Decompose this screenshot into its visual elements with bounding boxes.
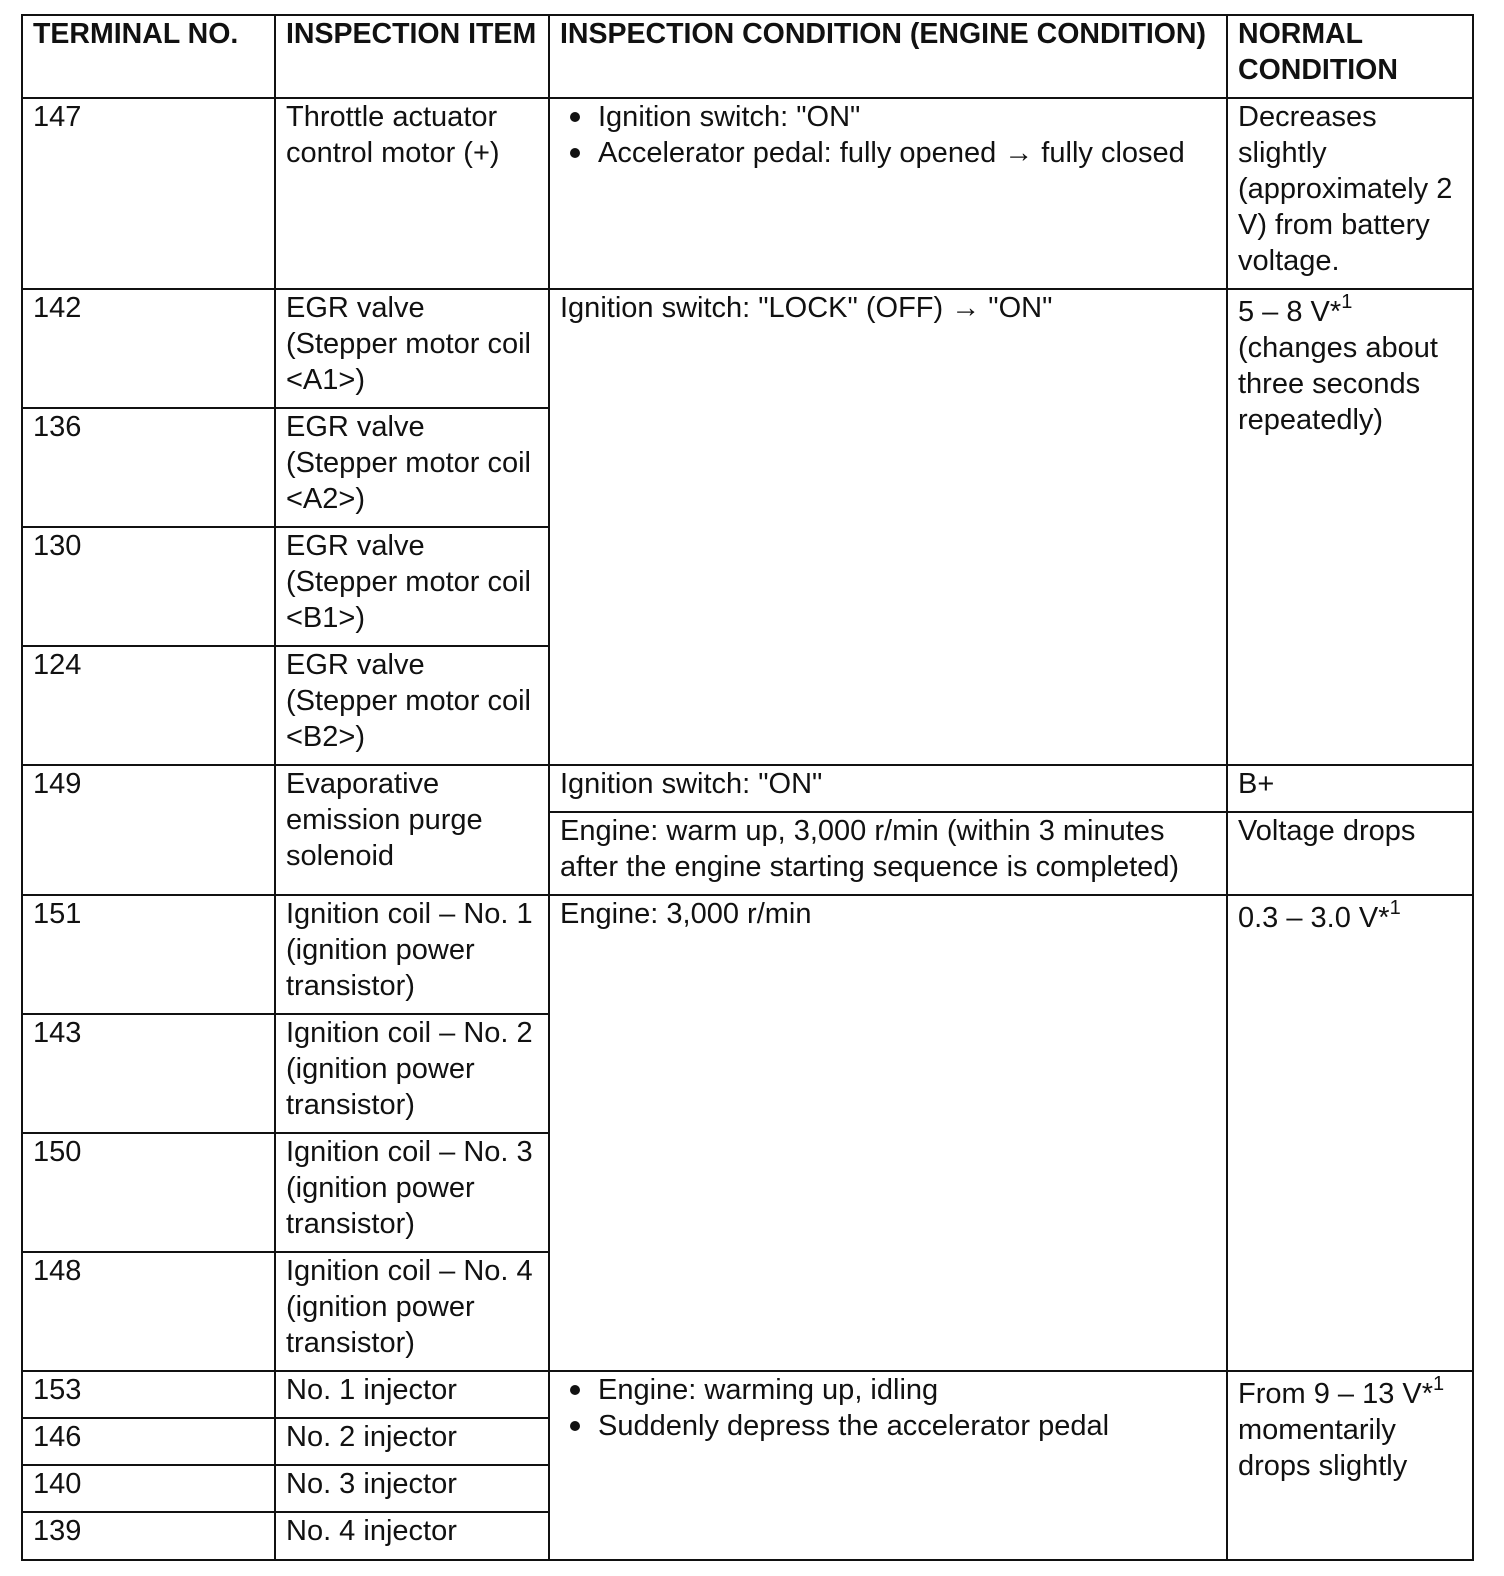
item-line: transistor) (286, 970, 415, 1002)
terminal-no: 140 (22, 1465, 275, 1512)
normal-condition: Decreases slightly (approximately 2 V) from battery voltage. (1227, 98, 1473, 289)
item-line: (Stepper motor coil (286, 685, 531, 717)
inspection-item (275, 646, 549, 765)
item-line: (ignition power (286, 1172, 475, 1204)
terminal-inspection-table (21, 14, 1474, 1561)
item-line: <B2>) (286, 721, 365, 753)
normal-condition (1227, 895, 1473, 1371)
inspection-item: No. 3 injector (275, 1465, 549, 1512)
header-terminal-no: TERMINAL NO. (22, 15, 275, 98)
inspection-item (275, 1252, 549, 1371)
item-line: (Stepper motor coil (286, 566, 531, 598)
inspection-item (275, 289, 549, 408)
terminal-no: 139 (22, 1512, 275, 1560)
normal-condition (1227, 1371, 1473, 1560)
inspection-item (275, 408, 549, 527)
header-inspection-condition: INSPECTION CONDITION (ENGINE CONDITION) (549, 15, 1227, 98)
inspection-item: No. 1 injector (275, 1371, 549, 1418)
item-line: transistor) (286, 1208, 415, 1240)
voltage-range: 5 – 8 V*$^1$ (1238, 291, 1353, 328)
voltage-range: 0.3 – 3.0 V*$^1$ (1238, 897, 1401, 934)
footnote-ref: 1 (1341, 291, 1353, 314)
footnote-ref: 1 (1389, 897, 1401, 920)
condition-note: momentarily drops slightly (1238, 1414, 1408, 1482)
condition-bullet: Ignition switch: "ON" (560, 99, 1218, 135)
condition-bullet: Engine: warming up, idling (560, 1372, 1218, 1408)
item-line: transistor) (286, 1089, 415, 1121)
terminal-no: 150 (22, 1133, 275, 1252)
table-row (22, 289, 1473, 408)
terminal-no: 130 (22, 527, 275, 646)
item-line: Ignition coil – No. 3 (286, 1136, 533, 1168)
normal-condition: B+ (1227, 765, 1473, 812)
item-line: (Stepper motor coil (286, 447, 531, 479)
terminal-no: 143 (22, 1014, 275, 1133)
terminal-no: 153 (22, 1371, 275, 1418)
inspection-condition: Engine: warm up, 3,000 r/min (within 3 minutes after the engine starting sequence is completed) (549, 812, 1227, 895)
item-line: transistor) (286, 1327, 415, 1359)
inspection-condition (549, 1371, 1227, 1560)
table-row (22, 765, 1473, 812)
inspection-item: No. 2 injector (275, 1418, 549, 1465)
condition-bullet: Accelerator pedal: fully opened → fully closed (560, 135, 1218, 171)
inspection-item: No. 4 injector (275, 1512, 549, 1560)
item-line: EGR valve (286, 292, 425, 324)
inspection-item: Throttle actuator control motor (+) (275, 98, 549, 289)
terminal-no: 142 (22, 289, 275, 408)
condition-note: (changes about three seconds repeatedly) (1238, 332, 1438, 436)
item-line: EGR valve (286, 649, 425, 681)
item-line: (ignition power (286, 1053, 475, 1085)
terminal-no: 149 (22, 765, 275, 895)
header-normal-condition: NORMAL CONDITION (1227, 15, 1473, 98)
normal-condition: Voltage drops (1227, 812, 1473, 895)
footnote-ref: 1 (1433, 1373, 1445, 1396)
inspection-condition: Ignition switch: "LOCK" (OFF) → "ON" (549, 289, 1227, 765)
item-line: (Stepper motor coil (286, 328, 531, 360)
inspection-condition: Ignition switch: "ON" (549, 765, 1227, 812)
item-line: EGR valve (286, 411, 425, 443)
voltage-range: From 9 – 13 V*$^1$ (1238, 1373, 1445, 1410)
item-line: (ignition power (286, 1291, 475, 1323)
item-line: Ignition coil – No. 2 (286, 1017, 533, 1049)
terminal-no: 147 (22, 98, 275, 289)
header-row (22, 15, 1473, 98)
terminal-no: 124 (22, 646, 275, 765)
inspection-condition: Engine: 3,000 r/min (549, 895, 1227, 1371)
terminal-no: 146 (22, 1418, 275, 1465)
header-inspection-item: INSPECTION ITEM (275, 15, 549, 98)
item-line: <A1>) (286, 364, 365, 396)
inspection-item (275, 895, 549, 1014)
table-row (22, 1371, 1473, 1418)
inspection-item (275, 1014, 549, 1133)
inspection-item (275, 1133, 549, 1252)
item-line: EGR valve (286, 530, 425, 562)
table-row (22, 895, 1473, 1014)
inspection-condition (549, 98, 1227, 289)
table-row (22, 98, 1473, 289)
inspection-item: Evaporative emission purge solenoid (275, 765, 549, 895)
item-line: (ignition power (286, 934, 475, 966)
condition-bullet: Suddenly depress the accelerator pedal (560, 1408, 1218, 1444)
normal-condition (1227, 289, 1473, 765)
inspection-item (275, 527, 549, 646)
item-line: Ignition coil – No. 4 (286, 1255, 533, 1287)
terminal-no: 136 (22, 408, 275, 527)
item-line: <A2>) (286, 483, 365, 515)
terminal-no: 148 (22, 1252, 275, 1371)
terminal-no: 151 (22, 895, 275, 1014)
item-line: Ignition coil – No. 1 (286, 898, 533, 930)
item-line: <B1>) (286, 602, 365, 634)
